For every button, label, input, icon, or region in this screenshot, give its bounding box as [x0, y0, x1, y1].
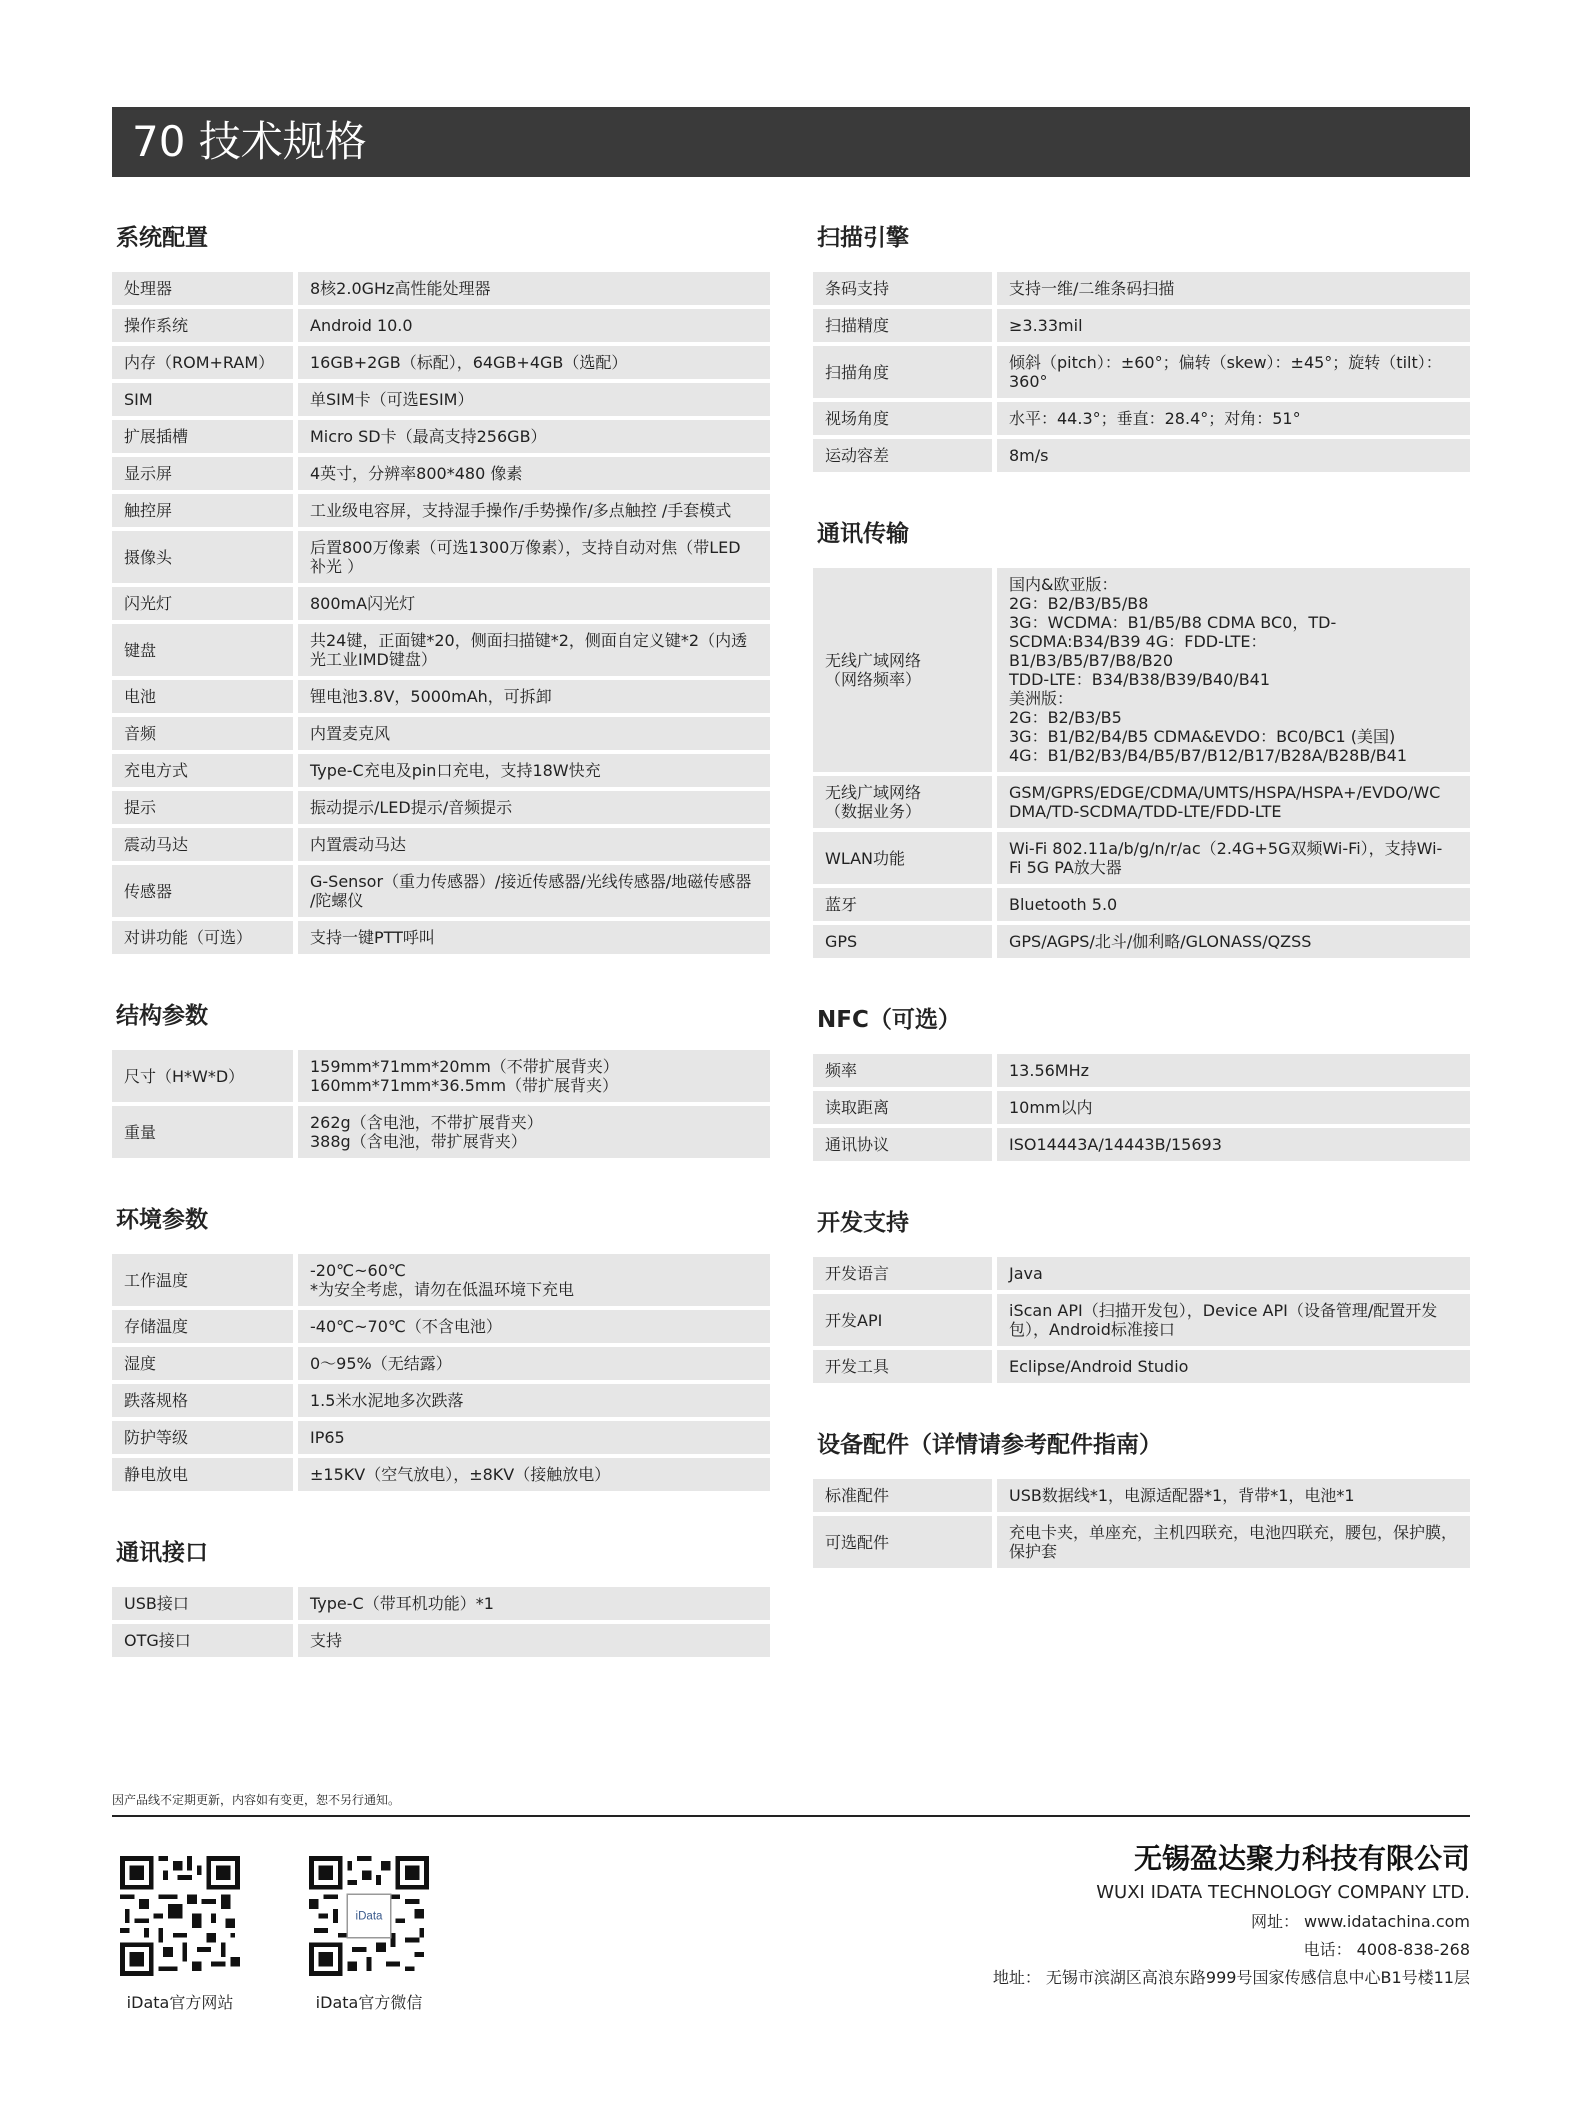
spec-key: 开发工具 [813, 1350, 997, 1383]
spec-key: 开发API [813, 1294, 997, 1346]
spec-key: 传感器 [112, 865, 298, 917]
spec-key: SIM [112, 383, 298, 416]
spec-value: Eclipse/Android Studio [997, 1350, 1470, 1383]
section-title: 通讯传输 [817, 521, 909, 547]
section-title: 设备配件（详情请参考配件指南） [817, 1432, 1162, 1458]
company-phone: 电话： 4008-838-268 [1303, 1940, 1470, 1959]
spec-key: 频率 [813, 1054, 997, 1087]
spec-row [813, 1479, 1470, 1512]
spec-table [112, 1250, 770, 1495]
spec-row [813, 1516, 1470, 1568]
section-title: 开发支持 [817, 1210, 909, 1236]
spec-value: ≥3.33mil [997, 309, 1470, 342]
spec-key: 读取距离 [813, 1091, 997, 1124]
spec-key: 内存（ROM+RAM） [112, 346, 298, 379]
spec-value: ISO14443A/14443B/15693 [997, 1128, 1470, 1161]
spec-value: 4英寸，分辨率800*480 像素 [298, 457, 770, 490]
spec-key: 湿度 [112, 1347, 298, 1380]
spec-value: 共24键，正面键*20，侧面扫描键*2，侧面自定义键*2（内透 光工业IMD键盘） [298, 624, 770, 676]
spec-row [112, 457, 770, 490]
spec-value: -40℃~70℃（不含电池） [298, 1310, 770, 1343]
spec-value: Type-C充电及pin口充电，支持18W快充 [298, 754, 770, 787]
spec-key: 音频 [112, 717, 298, 750]
spec-key: 提示 [112, 791, 298, 824]
spec-value: 单SIM卡（可选ESIM） [298, 383, 770, 416]
spec-value: 800mA闪光灯 [298, 587, 770, 620]
spec-key: 跌落规格 [112, 1384, 298, 1417]
spec-key: 运动容差 [813, 439, 997, 472]
spec-section [112, 996, 770, 1162]
spec-value: ±15KV（空气放电），±8KV（接触放电） [298, 1458, 770, 1491]
left-column [112, 218, 770, 1699]
spec-value: 8m/s [997, 439, 1470, 472]
spec-value: 8核2.0GHz高性能处理器 [298, 272, 770, 305]
spec-key: 对讲功能（可选） [112, 921, 298, 954]
spec-key: 工作温度 [112, 1254, 298, 1306]
spec-key: 充电方式 [112, 754, 298, 787]
section-title: 环境参数 [116, 1207, 208, 1233]
spec-key: OTG接口 [112, 1624, 298, 1657]
spec-key: 存储温度 [112, 1310, 298, 1343]
spec-row [112, 420, 770, 453]
spec-section [813, 514, 1470, 962]
spec-value: Android 10.0 [298, 309, 770, 342]
spec-value: 159mm*71mm*20mm（不带扩展背夹） 160mm*71mm*36.5mm（带扩展背夹） [298, 1050, 770, 1102]
spec-value: 内置麦克风 [298, 717, 770, 750]
spec-row [813, 832, 1470, 884]
footer-divider [112, 1815, 1470, 1817]
spec-row [813, 888, 1470, 921]
spec-key: 无线广域网络 （网络频率） [813, 568, 997, 772]
spec-value: IP65 [298, 1421, 770, 1454]
spec-key: 通讯协议 [813, 1128, 997, 1161]
spec-value: 锂电池3.8V，5000mAh，可拆卸 [298, 680, 770, 713]
spec-row [112, 309, 770, 342]
spec-row [813, 346, 1470, 398]
spec-row [813, 309, 1470, 342]
company-info [993, 1842, 1470, 1992]
spec-value: G-Sensor（重力传感器）/接近传感器/光线传感器/地磁传感器 /陀螺仪 [298, 865, 770, 917]
spec-value: Type-C（带耳机功能）*1 [298, 1587, 770, 1620]
company-website: 网址： www.idatachina.com [1250, 1912, 1470, 1931]
spec-row [112, 346, 770, 379]
spec-value: 充电卡夹，单座充，主机四联充，电池四联充，腰包，保护膜， 保护套 [997, 1516, 1470, 1568]
spec-row [112, 865, 770, 917]
qr-code-website [120, 1856, 240, 1976]
company-address: 地址： 无锡市滨湖区高浪东路999号国家传感信息中心B1号楼11层 [992, 1968, 1470, 1987]
spec-value: 国内&欧亚版： 2G：B2/B3/B5/B8 3G：WCDMA：B1/B5/B8 CDMA BC0，TD- SCDMA:B34/B39 4G：FDD-LTE： B1/B3/B5/B7/B8/B20 TDD-LTE：B34/B38/B39/B40/B41 美洲版： 2G：B2/B3/B5 3G：B1/B2/B4/B5 CDMA&EVDO：BC0/BC1 (美国) 4G：B1/B2/B3/B4/B5/B7/B12/B17/B28A/B28B/B41 [997, 568, 1470, 772]
spec-row [813, 1350, 1470, 1383]
spec-value: Micro SD卡（最高支持256GB） [298, 420, 770, 453]
spec-key: 摄像头 [112, 531, 298, 583]
spec-key: 处理器 [112, 272, 298, 305]
spec-row [112, 531, 770, 583]
spec-value: 支持一键PTT呼叫 [298, 921, 770, 954]
spec-row [112, 1421, 770, 1454]
spec-row [813, 272, 1470, 305]
spec-value: 后置800万像素（可选1300万像素），支持自动对焦（带LED 补光 ） [298, 531, 770, 583]
company-name-cn: 无锡盈达聚力科技有限公司 [1133, 1842, 1470, 1875]
section-title: 系统配置 [116, 225, 208, 251]
spec-row [813, 776, 1470, 828]
spec-value: 支持一维/二维条码扫描 [997, 272, 1470, 305]
right-column [813, 218, 1470, 1610]
spec-table [813, 1050, 1470, 1165]
spec-row [112, 1347, 770, 1380]
page-title: 70 技术规格 [132, 117, 367, 166]
spec-value: 1.5米水泥地多次跌落 [298, 1384, 770, 1417]
spec-table [813, 268, 1470, 476]
spec-row [112, 754, 770, 787]
spec-key: 键盘 [112, 624, 298, 676]
spec-row [112, 1458, 770, 1491]
spec-key: 无线广域网络 （数据业务） [813, 776, 997, 828]
spec-value: 13.56MHz [997, 1054, 1470, 1087]
section-title: 扫描引擎 [817, 225, 909, 251]
spec-value: Wi-Fi 802.11a/b/g/n/r/ac（2.4G+5G双频Wi-Fi），支持Wi- Fi 5G PA放大器 [997, 832, 1470, 884]
spec-row [112, 1624, 770, 1657]
disclaimer-note: 因产品线不定期更新，内容如有变更，恕不另行通知。 [112, 1793, 401, 1807]
spec-key: 静电放电 [112, 1458, 298, 1491]
spec-value: 262g（含电池，不带扩展背夹） 388g（含电池，带扩展背夹） [298, 1106, 770, 1158]
spec-key: 震动马达 [112, 828, 298, 861]
page-title-banner [112, 107, 1470, 177]
spec-row [813, 1294, 1470, 1346]
spec-row [112, 587, 770, 620]
spec-section [813, 1000, 1470, 1165]
qr-label-website: iData官方网站 [126, 1993, 234, 2012]
spec-key: 开发语言 [813, 1257, 997, 1290]
spec-row [813, 402, 1470, 435]
spec-key: 扫描角度 [813, 346, 997, 398]
spec-row [112, 1384, 770, 1417]
spec-row [813, 1091, 1470, 1124]
spec-row [112, 1254, 770, 1306]
spec-value: -20℃~60℃ *为安全考虑，请勿在低温环境下充电 [298, 1254, 770, 1306]
spec-row [112, 680, 770, 713]
spec-value: 倾斜（pitch）：±60°；偏转（skew）：±45°；旋转（tilt）： 360° [997, 346, 1470, 398]
section-title: 结构参数 [116, 1003, 208, 1029]
spec-section [112, 1200, 770, 1495]
spec-value: GSM/GPRS/EDGE/CDMA/UMTS/HSPA/HSPA+/EVDO/WC DMA/TD-SCDMA/TDD-LTE/FDD-LTE [997, 776, 1470, 828]
spec-key: 条码支持 [813, 272, 997, 305]
spec-table [112, 1583, 770, 1661]
spec-row [112, 1106, 770, 1158]
spec-row [112, 272, 770, 305]
spec-row [112, 791, 770, 824]
spec-value: 支持 [298, 1624, 770, 1657]
spec-row [813, 1128, 1470, 1161]
svg-text:iData: iData [355, 1910, 383, 1923]
spec-key: 蓝牙 [813, 888, 997, 921]
spec-value: 0～95%（无结露） [298, 1347, 770, 1380]
spec-section [112, 218, 770, 958]
spec-key: 尺寸（H*W*D） [112, 1050, 298, 1102]
spec-row [813, 568, 1470, 772]
spec-value: Java [997, 1257, 1470, 1290]
spec-row [112, 1050, 770, 1102]
qr-code-wechat [309, 1856, 429, 1976]
spec-value: Bluetooth 5.0 [997, 888, 1470, 921]
spec-key: 触控屏 [112, 494, 298, 527]
spec-key: 防护等级 [112, 1421, 298, 1454]
spec-table [813, 1475, 1470, 1572]
spec-table [112, 1046, 770, 1162]
spec-row [813, 925, 1470, 958]
spec-key: 扩展插槽 [112, 420, 298, 453]
spec-key: 闪光灯 [112, 587, 298, 620]
spec-key: GPS [813, 925, 997, 958]
qr-label-wechat: iData官方微信 [315, 1993, 423, 2012]
spec-row [112, 1587, 770, 1620]
spec-key: 显示屏 [112, 457, 298, 490]
spec-value: 工业级电容屏，支持湿手操作/手势操作/多点触控 /手套模式 [298, 494, 770, 527]
spec-row [813, 1257, 1470, 1290]
spec-key: USB接口 [112, 1587, 298, 1620]
spec-row [112, 921, 770, 954]
spec-value: 16GB+2GB（标配），64GB+4GB（选配） [298, 346, 770, 379]
spec-section [813, 1203, 1470, 1387]
spec-key: 操作系统 [112, 309, 298, 342]
spec-key: 视场角度 [813, 402, 997, 435]
spec-table [813, 564, 1470, 962]
spec-section [813, 218, 1470, 476]
spec-value: USB数据线*1，电源适配器*1，背带*1，电池*1 [997, 1479, 1470, 1512]
spec-section [813, 1425, 1470, 1572]
spec-row [112, 624, 770, 676]
spec-table [813, 1253, 1470, 1387]
spec-row [112, 828, 770, 861]
spec-value: iScan API（扫描开发包），Device API（设备管理/配置开发 包），Android标准接口 [997, 1294, 1470, 1346]
spec-key: WLAN功能 [813, 832, 997, 884]
spec-key: 重量 [112, 1106, 298, 1158]
company-name-en: WUXI IDATA TECHNOLOGY COMPANY LTD. [1096, 1882, 1470, 1903]
spec-row [112, 717, 770, 750]
spec-row [813, 1054, 1470, 1087]
spec-key: 扫描精度 [813, 309, 997, 342]
spec-value: 10mm以内 [997, 1091, 1470, 1124]
spec-section [112, 1533, 770, 1661]
spec-row [112, 494, 770, 527]
spec-row [112, 1310, 770, 1343]
spec-value: 内置震动马达 [298, 828, 770, 861]
spec-value: 水平：44.3°；垂直：28.4°；对角：51° [997, 402, 1470, 435]
spec-row [813, 439, 1470, 472]
spec-row [112, 383, 770, 416]
section-title: 通讯接口 [116, 1540, 208, 1566]
section-title: NFC（可选） [817, 1007, 961, 1033]
spec-table [112, 268, 770, 958]
spec-key: 标准配件 [813, 1479, 997, 1512]
spec-key: 电池 [112, 680, 298, 713]
spec-value: GPS/AGPS/北斗/伽利略/GLONASS/QZSS [997, 925, 1470, 958]
spec-key: 可选配件 [813, 1516, 997, 1568]
spec-value: 振动提示/LED提示/音频提示 [298, 791, 770, 824]
